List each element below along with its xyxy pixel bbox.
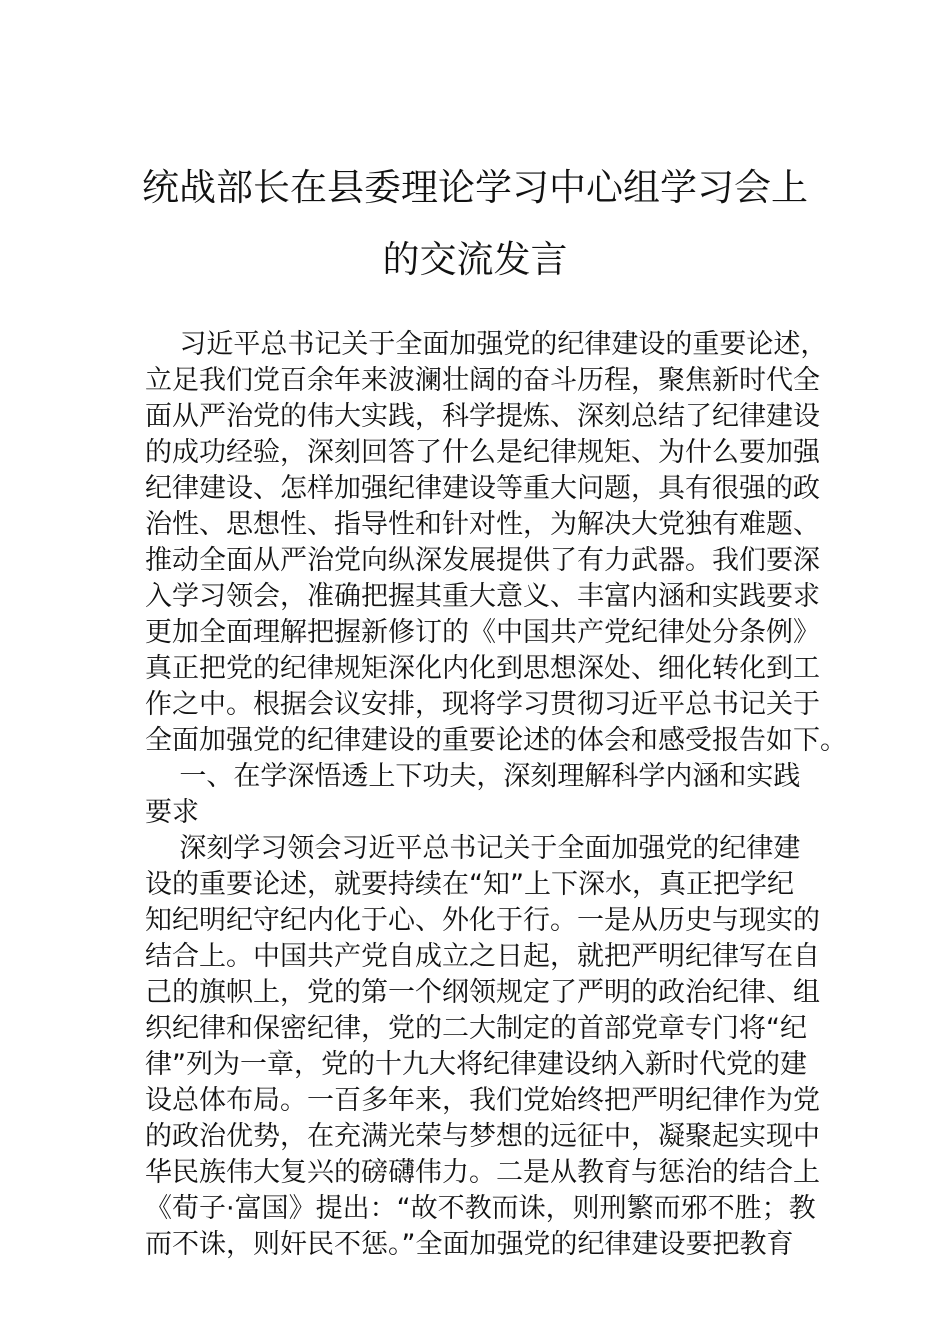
paragraph-line: 设的重要论述，就要持续在“知”上下深水，真正把学纪 bbox=[145, 869, 794, 900]
paragraph-line: 知纪明纪守纪内化于心、外化于行。一是从历史与现实的 bbox=[145, 905, 820, 936]
paragraph-line: 入学习领会，准确把握其重大意义、丰富内涵和实践要求 bbox=[145, 581, 820, 612]
paragraph-line: 更加全面理解把握新修订的《中国共产党纪律处分条例》 bbox=[145, 617, 820, 648]
paragraph-line: 结合上。中国共产党自成立之日起，就把严明纪律写在自 bbox=[145, 941, 820, 972]
document-title-line-2: 的交流发言 bbox=[382, 238, 568, 281]
paragraph-line: 律”列为一章，党的十九大将纪律建设纳入新时代党的建 bbox=[145, 1049, 807, 1080]
paragraph-line: 织纪律和保密纪律，党的二大制定的首部党章专门将“纪 bbox=[145, 1013, 807, 1044]
paragraph-line: 纪律建设、怎样加强纪律建设等重大问题，具有很强的政 bbox=[145, 473, 820, 504]
paragraph-line: 《荀子·富国》提出：“故不教而诛，则刑繁而邪不胜；教 bbox=[145, 1193, 816, 1224]
section-heading-line: 一、在学深悟透上下功夫，深刻理解科学内涵和实践 bbox=[145, 761, 801, 792]
paragraph-line: 习近平总书记关于全面加强党的纪律建设的重要论述， bbox=[145, 329, 828, 360]
paragraph-line: 的政治优势，在充满光荣与梦想的远征中，凝聚起实现中 bbox=[145, 1121, 820, 1152]
paragraph-line: 立足我们党百余年来波澜壮阔的奋斗历程，聚焦新时代全 bbox=[145, 365, 820, 396]
paragraph-line: 全面加强党的纪律建设的重要论述的体会和感受报告如下。 bbox=[145, 725, 847, 756]
paragraph-line: 治性、思想性、指导性和针对性，为解决大党独有难题、 bbox=[145, 509, 820, 540]
paragraph-line: 设总体布局。一百多年来，我们党始终把严明纪律作为党 bbox=[145, 1085, 820, 1116]
section-heading-line: 要求 bbox=[145, 797, 199, 828]
paragraph-line: 的成功经验，深刻回答了什么是纪律规矩、为什么要加强 bbox=[145, 437, 820, 468]
paragraph-line: 深刻学习领会习近平总书记关于全面加强党的纪律建 bbox=[145, 833, 801, 864]
paragraph-line: 作之中。根据会议安排，现将学习贯彻习近平总书记关于 bbox=[145, 689, 820, 720]
paragraph-line: 推动全面从严治党向纵深发展提供了有力武器。我们要深 bbox=[145, 545, 820, 576]
paragraph-line: 面从严治党的伟大实践，科学提炼、深刻总结了纪律建设 bbox=[145, 401, 820, 432]
paragraph-line: 真正把党的纪律规矩深化内化到思想深处、细化转化到工 bbox=[145, 653, 820, 684]
paragraph-line: 华民族伟大复兴的磅礴伟力。二是从教育与惩治的结合上 bbox=[145, 1157, 820, 1188]
paragraph-line: 而不诛，则奸民不惩。”全面加强党的纪律建设要把教育 bbox=[145, 1229, 794, 1260]
paragraph-line: 己的旗帜上，党的第一个纲领规定了严明的政治纪律、组 bbox=[145, 977, 820, 1008]
document-title-line-1: 统战部长在县委理论学习中心组学习会上 bbox=[142, 166, 808, 209]
